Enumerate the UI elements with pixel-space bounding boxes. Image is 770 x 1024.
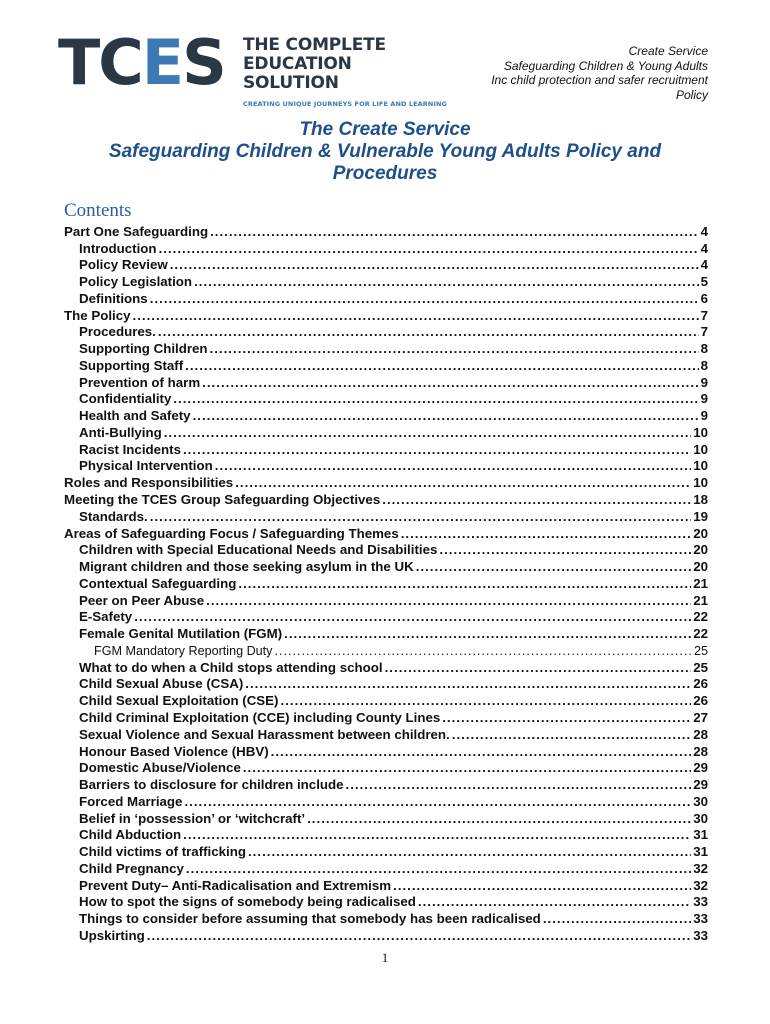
toc-dot-leader — [150, 291, 699, 307]
toc-entry[interactable] — [64, 424, 708, 441]
toc-entry-page: 28 — [693, 726, 708, 742]
toc-entry-label: Physical Intervention — [79, 458, 213, 474]
toc-entry-label: Supporting Staff — [79, 357, 184, 373]
toc-entry[interactable] — [64, 374, 708, 391]
toc-dot-leader — [346, 777, 692, 793]
toc-dot-leader — [442, 710, 691, 726]
toc-entry-page: 33 — [693, 911, 708, 927]
toc-entry-page: 26 — [693, 676, 708, 692]
toc-dot-leader — [185, 358, 698, 374]
toc-entry-page: 30 — [693, 810, 708, 826]
toc-entry-page: 22 — [693, 626, 708, 642]
toc-entry-label: Prevention of harm — [79, 374, 201, 390]
toc-dot-leader — [215, 458, 691, 474]
toc-entry[interactable] — [64, 324, 708, 341]
toc-entry-page: 10 — [693, 424, 708, 440]
toc-dot-leader — [173, 391, 698, 407]
toc-dot-leader — [206, 593, 691, 609]
toc-entry-label: Definitions — [79, 290, 148, 306]
toc-entry-label: Child Abduction — [79, 827, 182, 843]
toc-entry-page: 30 — [693, 793, 708, 809]
toc-entry-label: Procedures. — [79, 324, 156, 340]
logo-tagline: CREATING UNIQUE JOURNEYS FOR LIFE AND LEARNING — [243, 100, 447, 108]
toc-entry-page: 21 — [693, 592, 708, 608]
toc-entry[interactable] — [64, 223, 708, 240]
toc-dot-leader — [271, 744, 692, 760]
toc-entry[interactable] — [64, 391, 708, 408]
toc-entry-page: 27 — [693, 709, 708, 725]
toc-entry-page: 26 — [693, 693, 708, 709]
toc-dot-leader — [418, 894, 691, 910]
toc-entry-page: 7 — [700, 324, 708, 340]
toc-entry[interactable] — [64, 290, 708, 307]
toc-dot-leader — [416, 559, 692, 575]
toc-entry-label: Migrant children and those seeking asylum in the UK — [79, 559, 414, 575]
toc-entry-label: Standards. — [79, 508, 148, 524]
toc-entry-page: 10 — [693, 458, 708, 474]
toc-dot-leader — [238, 576, 691, 592]
toc-entry[interactable] — [64, 642, 708, 659]
toc-dot-leader — [134, 609, 691, 625]
toc-entry-label: Health and Safety — [79, 408, 191, 424]
toc-entry[interactable] — [64, 458, 708, 475]
toc-entry-page: 20 — [693, 542, 708, 558]
toc-entry[interactable] — [64, 307, 708, 324]
toc-entry-label: Racist Incidents — [79, 441, 181, 457]
toc-entry-page: 21 — [693, 575, 708, 591]
toc-entry-label: Areas of Safeguarding Focus / Safeguarding Themes — [64, 525, 399, 541]
header-line: Policy — [675, 87, 708, 102]
toc-entry-page: 20 — [693, 559, 708, 575]
toc-dot-leader — [382, 492, 691, 508]
toc-dot-leader — [235, 475, 691, 491]
toc-entry[interactable] — [64, 776, 708, 793]
toc-entry-label: Honour Based Violence (HBV) — [79, 743, 269, 759]
toc-entry-label: Confidentiality — [79, 391, 172, 407]
logo-letters-accent: E — [141, 26, 183, 99]
toc-entry-label: Child Sexual Exploitation (CSE) — [79, 693, 279, 709]
toc-entry-label: Female Genital Mutilation (FGM) — [79, 626, 283, 642]
contents-heading: Contents — [64, 200, 132, 221]
toc-entry[interactable] — [64, 894, 708, 911]
logo-letters-s: S — [182, 26, 225, 99]
toc-entry-label: The Policy — [64, 307, 131, 323]
toc-entry[interactable] — [64, 491, 708, 508]
toc-entry-label: Roles and Responsibilities — [64, 475, 234, 491]
toc-entry[interactable] — [64, 659, 708, 676]
toc-entry[interactable] — [64, 525, 708, 542]
document-title — [40, 119, 730, 185]
toc-entry[interactable] — [64, 726, 708, 743]
logo-letters — [58, 26, 225, 99]
toc-entry-label: FGM Mandatory Reporting Duty — [94, 643, 273, 658]
toc-entry-page: 25 — [693, 659, 708, 675]
toc-entry-label: Children with Special Educational Needs and Disabilities — [79, 542, 438, 558]
header-line: Inc child protection and safer recruitment — [491, 73, 708, 87]
toc-entry[interactable] — [64, 609, 708, 626]
toc-entry-page: 19 — [693, 508, 708, 524]
toc-entry-label: Child Criminal Exploitation (CCE) including County Lines — [79, 709, 441, 725]
toc-entry-label: Prevent Duty– Anti-Radicalisation and Extremism — [79, 877, 392, 893]
toc-entry-page: 9 — [700, 374, 708, 390]
toc-dot-leader — [150, 509, 691, 525]
toc-dot-leader — [164, 425, 691, 441]
toc-entry-page: 29 — [693, 777, 708, 793]
toc-entry-page: 33 — [693, 894, 708, 910]
toc-entry-page: 31 — [693, 844, 708, 860]
toc-entry-label: Introduction — [79, 240, 157, 256]
header-line: Create Service — [628, 44, 708, 58]
logo-company-name: THE COMPLETE EDUCATION SOLUTION — [243, 35, 386, 93]
toc-entry-page: 4 — [700, 240, 708, 256]
toc-entry[interactable] — [64, 709, 708, 726]
toc-entry-label: Child Pregnancy — [79, 860, 184, 876]
toc-dot-leader — [159, 241, 699, 257]
header-line: Safeguarding Children & Young Adults — [503, 58, 708, 73]
toc-entry-page: 32 — [693, 877, 708, 893]
toc-entry-label: Things to consider before assuming that somebody has been radicalised — [79, 911, 541, 927]
toc-entry[interactable] — [64, 827, 708, 844]
toc-entry[interactable] — [64, 592, 708, 609]
toc-entry-label: Domestic Abuse/Violence — [79, 760, 241, 776]
toc-entry[interactable] — [64, 692, 708, 709]
toc-entry[interactable] — [64, 860, 708, 877]
toc-entry[interactable] — [64, 240, 708, 257]
toc-entry-label: How to spot the signs of somebody being radicalised — [79, 894, 416, 910]
toc-dot-leader — [274, 643, 692, 659]
toc-entry[interactable] — [64, 810, 708, 827]
toc-entry[interactable] — [64, 575, 708, 592]
logo-text — [243, 35, 447, 108]
title-line: Procedures — [332, 163, 438, 184]
toc-entry-label: Upskirting — [79, 927, 145, 943]
toc-dot-leader — [543, 911, 691, 927]
toc-entry[interactable] — [64, 927, 708, 944]
toc-entry-page: 18 — [693, 492, 708, 508]
page-number: 1 — [381, 950, 389, 965]
toc-entry-page: 5 — [700, 274, 708, 290]
title-line: The Create Service — [299, 119, 471, 140]
toc-entry-label: Barriers to disclosure for children include — [79, 777, 344, 793]
toc-entry[interactable] — [64, 793, 708, 810]
logo-letters-tc: TC — [58, 26, 142, 99]
toc-entry-page: 31 — [693, 827, 708, 843]
toc-entry-page: 4 — [700, 257, 708, 273]
toc-dot-leader — [307, 811, 691, 827]
document-header — [418, 44, 708, 102]
toc-entry-page: 8 — [700, 357, 708, 373]
toc-entry[interactable] — [64, 558, 708, 575]
toc-dot-leader — [147, 928, 691, 944]
toc-entry-page: 4 — [700, 223, 708, 239]
toc-dot-leader — [202, 375, 698, 391]
toc-entry[interactable] — [64, 441, 708, 458]
toc-entry[interactable] — [64, 877, 708, 894]
toc-dot-leader — [210, 341, 699, 357]
toc-entry[interactable] — [64, 508, 708, 525]
toc-entry[interactable] — [64, 743, 708, 760]
toc-dot-leader — [183, 827, 691, 843]
toc-entry-page: 29 — [693, 760, 708, 776]
toc-dot-leader — [245, 676, 691, 692]
toc-entry-label: Contextual Safeguarding — [79, 575, 237, 591]
toc-dot-leader — [385, 660, 692, 676]
toc-dot-leader — [183, 442, 691, 458]
toc-dot-leader — [393, 878, 691, 894]
toc-dot-leader — [243, 760, 691, 776]
toc-entry-page: 20 — [693, 525, 708, 541]
toc-entry-page: 33 — [693, 927, 708, 943]
toc-entry-label: Forced Marriage — [79, 793, 183, 809]
toc-entry[interactable] — [64, 676, 708, 693]
toc-entry[interactable] — [64, 843, 708, 860]
toc-entry-label: Child Sexual Abuse (CSA) — [79, 676, 244, 692]
toc-entry-label: Anti-Bullying — [79, 424, 162, 440]
toc-entry-page: 9 — [700, 391, 708, 407]
toc-entry[interactable] — [64, 407, 708, 424]
toc-entry-page: 8 — [700, 341, 708, 357]
toc-dot-leader — [248, 844, 691, 860]
toc-entry[interactable] — [64, 760, 708, 777]
toc-entry[interactable] — [64, 474, 708, 491]
toc-entry[interactable] — [64, 273, 708, 290]
toc-dot-leader — [133, 308, 699, 324]
toc-entry-label: What to do when a Child stops attending school — [79, 659, 383, 675]
toc-entry-label: Child victims of trafficking — [79, 844, 246, 860]
toc-dot-leader — [401, 526, 691, 542]
toc-entry[interactable] — [64, 257, 708, 274]
toc-entry-label: Belief in ‘possession’ or ‘witchcraft’ — [79, 810, 306, 826]
toc-entry-label: Part One Safeguarding — [64, 223, 209, 239]
toc-entry-page: 22 — [693, 609, 708, 625]
toc-entry[interactable] — [64, 910, 708, 927]
toc-dot-leader — [158, 324, 699, 340]
toc-entry-page: 28 — [693, 743, 708, 759]
toc-entry-label: Supporting Children — [79, 341, 208, 357]
toc-entry-page: 10 — [693, 441, 708, 457]
toc-entry[interactable] — [64, 340, 708, 357]
toc-entry-page: 6 — [700, 290, 708, 306]
title-line: Safeguarding Children & Vulnerable Young Adults Policy and — [108, 141, 662, 162]
toc-dot-leader — [210, 224, 699, 240]
toc-entry-page: 9 — [700, 408, 708, 424]
toc-entry-label: Meeting the TCES Group Safeguarding Objectives — [64, 492, 381, 508]
toc-entry-page: 25 — [693, 643, 708, 658]
toc-entry-label: Policy Review — [79, 257, 168, 273]
toc-entry-label: Policy Legislation — [79, 274, 193, 290]
toc-entry[interactable] — [64, 625, 708, 642]
toc-entry-label: E-Safety — [79, 609, 133, 625]
toc-dot-leader — [452, 727, 691, 743]
toc-entry-page: 32 — [693, 860, 708, 876]
toc-dot-leader — [186, 861, 691, 877]
toc-entry-label: Sexual Violence and Sexual Harassment between children. — [79, 726, 450, 742]
toc-entry[interactable] — [64, 542, 708, 559]
toc-dot-leader — [280, 693, 691, 709]
toc-dot-leader — [170, 257, 699, 273]
toc-entry-page: 10 — [693, 475, 708, 491]
toc-entry-label: Peer on Peer Abuse — [79, 592, 205, 608]
toc-entry-page: 7 — [700, 307, 708, 323]
toc-dot-leader — [193, 408, 699, 424]
toc-dot-leader — [194, 274, 699, 290]
toc-dot-leader — [284, 626, 691, 642]
toc-dot-leader — [439, 542, 691, 558]
toc-dot-leader — [184, 794, 691, 810]
toc-entry[interactable] — [64, 357, 708, 374]
table-of-contents — [64, 223, 708, 944]
